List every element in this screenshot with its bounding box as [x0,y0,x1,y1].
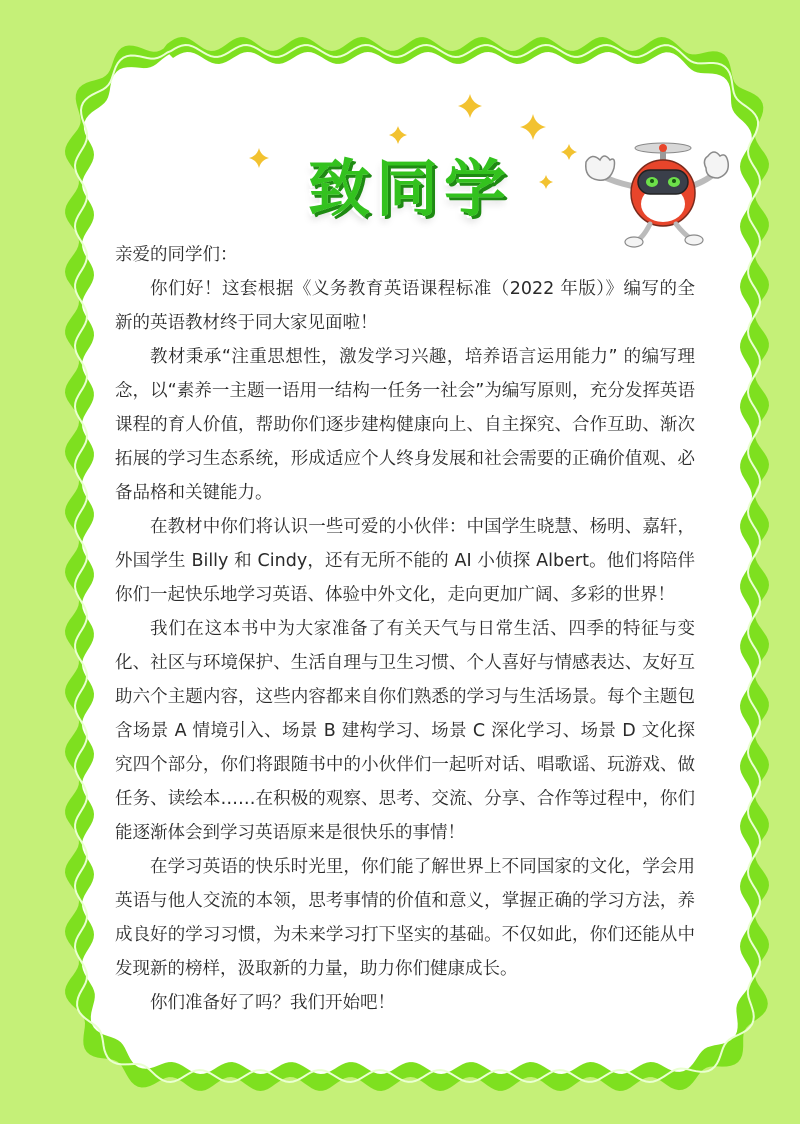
letter-body [115,238,695,1020]
sparkle-icon [538,174,554,190]
sparkle-icon [457,93,483,119]
sparkle-icon [560,143,578,161]
paragraph: 你们准备好了吗？我们开始吧！ [150,993,395,1013]
paragraph: 你们好！这套根据《义务教育英语课程标准（2022 年版）》编写的全新的英语教材终于同大家见面啦！ [115,279,695,333]
paragraph: 在学习英语的快乐时光里，你们能了解世界上不同国家的文化，学会用英语与他人交流的本领，思考事情的价值和意义，掌握正确的学习方法，养成良好的学习习惯，为未来学习打下坚实的基础。不仅如此，你们还能从中发现新的榜样，汲取新的力量，助力你们健康成长。 [115,857,695,979]
sparkle-icon [248,147,270,169]
paragraph: 我们在这本书中为大家准备了有关天气与日常生活、四季的特征与变化、社区与环境保护、生活自理与卫生习惯、个人喜好与情感表达、友好互助六个主题内容，这些内容都来自你们熟悉的学习与生活场景。每个主题包含场景 A 情境引入、场景 B 建构学习、场景 C 深化学习、场景 D 文化探究四个部分，你们将跟随书中的小伙伴们一起听对话、唱歌谣、玩游戏、做任务、读绘本……在积极的观察、思考、交流、分享、合作等过程中，你们能逐渐体会到学习英语原来是很快乐的事情！ [115,619,695,843]
greeting: 亲爱的同学们： [115,245,238,265]
paragraph: 教材秉承“注重思想性，激发学习兴趣，培养语言运用能力” 的编写理念，以“素养一主题一语用一结构一任务一社会”为编写原则，充分发挥英语课程的育人价值，帮助你们逐步建构健康向上、自主探究、合作互助、渐次拓展的学习生态系统，形成适应个人终身发展和社会需要的正确价值观、必备品格和关键能力。 [115,347,695,503]
page-title: 致同学 [307,151,512,225]
robot-mascot-icon [580,138,730,248]
sparkle-icon [519,113,547,141]
paragraph: 在教材中你们将认识一些可爱的小伙伴：中国学生晓慧、杨明、嘉轩，外国学生 Billy 和 Cindy，还有无所不能的 AI 小侦探 Albert。他们将陪伴你们一起快乐地学习英语、体验中外文化，走向更加广阔、多彩的世界！ [115,517,695,605]
